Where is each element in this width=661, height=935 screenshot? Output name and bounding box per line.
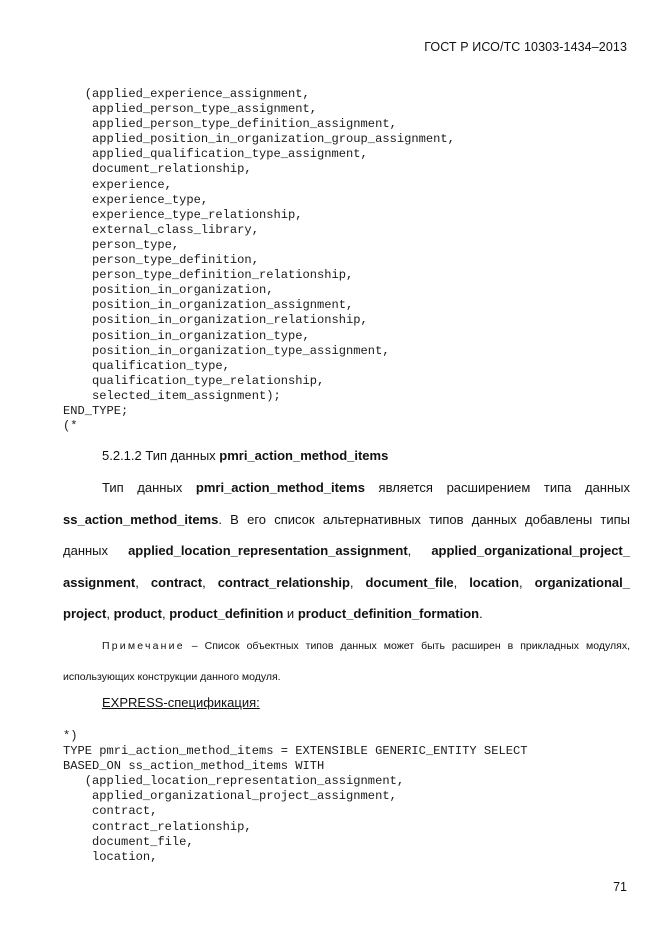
code-line: person_type, <box>63 237 180 252</box>
description-paragraph <box>63 472 630 630</box>
code-line: position_in_organization_assignment, <box>63 298 354 313</box>
text-run: , <box>519 574 535 590</box>
code-line: person_type_definition_relationship, <box>63 268 354 283</box>
note-paragraph <box>63 631 630 693</box>
text-run: , <box>106 606 114 621</box>
section-heading <box>102 448 388 463</box>
text-run: , <box>407 543 432 558</box>
code-line: document_relationship, <box>63 162 252 177</box>
text-run: и <box>283 606 298 621</box>
code-line: position_in_organization_type, <box>63 328 310 343</box>
type-name: contract_relationship <box>217 574 350 590</box>
note-label: Примечание <box>102 640 185 652</box>
type-name: organizational_ project <box>63 574 630 621</box>
code-line: experience_type_relationship, <box>63 207 303 222</box>
code-line: contract, <box>63 804 158 819</box>
note-text: – Список объектных типов данных может быть расширен в прикладных модулях, использующих конструкции данного модуля. <box>63 640 630 683</box>
express-code-block-top <box>63 87 455 434</box>
code-line: applied_qualification_type_assignment, <box>63 147 368 162</box>
page-header-standard: ГОСТ Р ИСО/ТС 10303-1434–2013 <box>424 40 627 54</box>
code-line: applied_organizational_project_assignment, <box>63 789 397 804</box>
code-line: qualification_type, <box>63 358 230 373</box>
type-name: contract <box>150 574 203 590</box>
code-line: applied_position_in_organization_group_assignment, <box>63 132 455 147</box>
section-type-name: pmri_action_method_items <box>219 448 389 463</box>
code-line: position_in_organization_type_assignment, <box>63 343 390 358</box>
type-name: product_definition_formation <box>297 606 480 621</box>
type-name: pmri_action_method_items <box>195 480 365 495</box>
code-line: (* <box>63 419 78 434</box>
text-run: . <box>479 606 483 621</box>
code-line: (applied_experience_assignment, <box>63 87 310 101</box>
text-run: , <box>135 574 151 590</box>
code-line: applied_person_type_assignment, <box>63 102 318 117</box>
code-line: person_type_definition, <box>63 253 259 268</box>
code-line: *) <box>63 729 78 743</box>
code-line: END_TYPE; <box>63 403 129 418</box>
express-specification-label: EXPRESS-спецификация: <box>102 695 260 710</box>
page-number: 71 <box>613 880 627 894</box>
code-line: qualification_type_relationship, <box>63 373 325 388</box>
express-code-block-bottom <box>63 729 527 865</box>
text-run: , <box>161 606 170 621</box>
code-line: selected_item_assignment); <box>63 388 281 403</box>
code-line: (applied_location_representation_assignment, <box>63 774 405 789</box>
code-line: TYPE pmri_action_method_items = EXTENSIBLE GENERIC_ENTITY SELECT <box>63 744 528 759</box>
text-run: , <box>202 574 218 590</box>
type-name: document_file <box>365 574 454 590</box>
text-run: Тип данных <box>102 480 196 495</box>
text-run: . В его список альтернативных типов данных добавлены типы данных <box>63 511 630 558</box>
code-line: applied_person_type_definition_assignment, <box>63 117 397 132</box>
type-name: applied_location_representation_assignment <box>128 543 408 558</box>
code-line: contract_relationship, <box>63 819 252 834</box>
text-run: является расширением типа данных <box>364 480 630 495</box>
code-line: BASED_ON ss_action_method_items WITH <box>63 759 325 774</box>
code-line: experience, <box>63 177 172 192</box>
code-line: experience_type, <box>63 192 209 207</box>
type-name: product_definition <box>169 606 284 621</box>
code-line: external_class_library, <box>63 222 259 237</box>
type-name: applied_organizational_project_ assignment <box>63 543 630 590</box>
type-name: ss_action_method_items <box>63 511 219 527</box>
code-line: position_in_organization_relationship, <box>63 313 368 328</box>
text-run: , <box>453 574 470 590</box>
section-number-title: 5.2.1.2 Тип данных <box>102 448 220 463</box>
code-line: position_in_organization, <box>63 283 274 298</box>
type-name: product <box>113 606 162 621</box>
code-line: document_file, <box>63 834 194 849</box>
type-name: location <box>469 574 520 590</box>
code-line: location, <box>63 849 158 864</box>
text-run: , <box>349 574 366 590</box>
